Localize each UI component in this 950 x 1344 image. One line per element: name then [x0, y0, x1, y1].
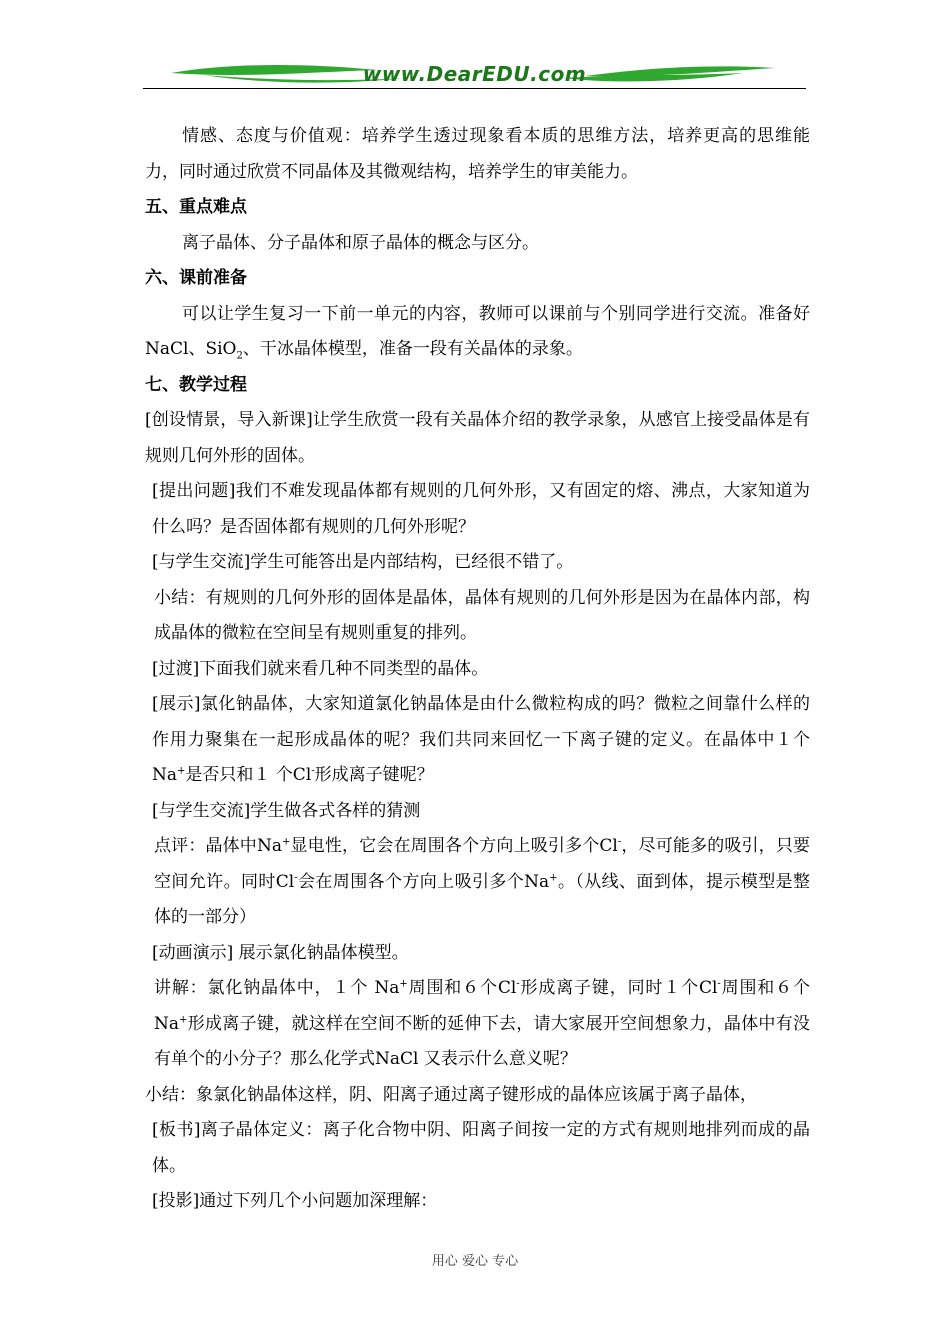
heading-key-points: 五、重点难点	[145, 197, 247, 217]
text-segment: 形成离子键，同时１个Cl	[519, 978, 718, 998]
superscript-minus: -	[311, 765, 315, 777]
paragraph-guess: [与学生交流]学生做各式各样的猜测	[152, 800, 421, 821]
paragraph-explanation	[145, 971, 810, 1078]
text-segment: 形成离子键，就这样在空间不断的延伸下去，请大家展开空间想象力，晶体中有没有单个的小分子？那么化学式NaCl 又表示什么意义呢？	[154, 1013, 810, 1069]
superscript-minus: -	[516, 978, 520, 990]
superscript-minus: -	[617, 836, 622, 848]
paragraph-question: [提出问题]我们不难发现晶体都有规则的几何外形，又有固定的熔、沸点，大家知道为什么吗？是否固体都有规则的几何外形呢？	[152, 481, 810, 537]
text-segment: 是否只和１ 个Cl	[185, 765, 312, 785]
superscript-minus: -	[717, 978, 721, 990]
superscript-plus: +	[281, 836, 291, 848]
paragraph-comment	[145, 829, 810, 936]
text-segment: ，尽可能多的吸引，只要空间允许。同时Cl	[154, 836, 810, 892]
header-banner	[143, 58, 806, 90]
text-segment: [展示]氯化钠晶体，大家知道氯化钠晶体是由什么微粒构成的吗？微粒之间靠什么样的作用力聚集在一起形成晶体的呢？我们共同来回忆一下离子键的定义。在晶体中１个 Na	[152, 694, 810, 785]
paragraph-values: 情感、态度与价值观：培养学生透过现象看本质的思维方法，培养更高的思维能力，同时通过欣赏不同晶体及其微观结构，培养学生的审美能力。	[145, 126, 810, 182]
superscript-plus: +	[549, 871, 558, 883]
heading-preparation: 六、课前准备	[145, 268, 247, 288]
heading-teaching-process: 七、教学过程	[145, 374, 247, 395]
paragraph-transition: [过渡]下面我们就来看几种不同类型的晶体。	[152, 658, 489, 679]
header-rule	[143, 88, 806, 89]
paragraph-definition: [板书]离子晶体定义：离子化合物中阴、阳离子间按一定的方式有规则地排列而成的晶体。	[152, 1120, 810, 1176]
superscript-plus: +	[179, 1013, 188, 1025]
text-segment: 形成离子键呢？	[314, 765, 434, 785]
paragraph-summary: 小结：有规则的几何外形的固体是晶体，晶体有规则的几何外形是因为在晶体内部，构成晶体的微粒在空间呈有规则重复的排列。	[154, 587, 810, 643]
paragraph-show	[145, 687, 810, 794]
text-segment: 、干冰晶体模型，准备一段有关晶体的录象。	[242, 339, 583, 359]
paragraph-exchange: [与学生交流]学生可能答出是内部结构，已经很不错了。	[152, 552, 574, 572]
text-segment: 显电性，它会在周围各个方向上吸引多个Cl	[290, 836, 618, 856]
text-segment: 周围和６个Cl	[407, 978, 517, 998]
superscript-minus: -	[294, 871, 298, 883]
text-segment: 讲解：氯化钠晶体中，１个 Na	[154, 978, 400, 998]
subscript: 2	[236, 350, 243, 362]
text-segment: 可以让学生复习一下前一单元的内容，教师可以课前与个别同学进行交流。准备好NaCl、SiO	[145, 303, 810, 359]
site-url: www.DearEDU.com	[362, 62, 587, 86]
superscript-plus: +	[177, 765, 186, 777]
page-footer: 用心 爱心 专心	[431, 1254, 519, 1269]
text-segment: 周围和６个Na	[154, 978, 810, 1034]
paragraph-animation: [动画演示] 展示氯化钠晶体模型。	[152, 942, 409, 963]
paragraph-preparation	[145, 297, 810, 368]
document-body	[145, 119, 810, 1220]
text-segment: 点评：晶体中Na	[154, 836, 282, 856]
paragraph-projection: [投影]通过下列几个小问题加深理解：	[152, 1191, 438, 1211]
paragraph-key-points: 离子晶体、分子晶体和原子晶体的概念与区分。	[182, 232, 539, 253]
paragraph-summary-2: 小结：象氯化钠晶体这样，阴、阳离子通过离子键形成的晶体应该属于离子晶体，	[145, 1084, 757, 1105]
text-segment: 会在周围各个方向上吸引多个Na	[297, 871, 550, 892]
paragraph-intro: [创设情景，导入新课]让学生欣赏一段有关晶体介绍的教学录象，从感官上接受晶体是有规则几何外形的固体。	[145, 410, 810, 466]
superscript-plus: +	[399, 978, 408, 990]
text-segment: 。（从线、面到体，提示模型是整体的一部分）	[154, 871, 810, 927]
